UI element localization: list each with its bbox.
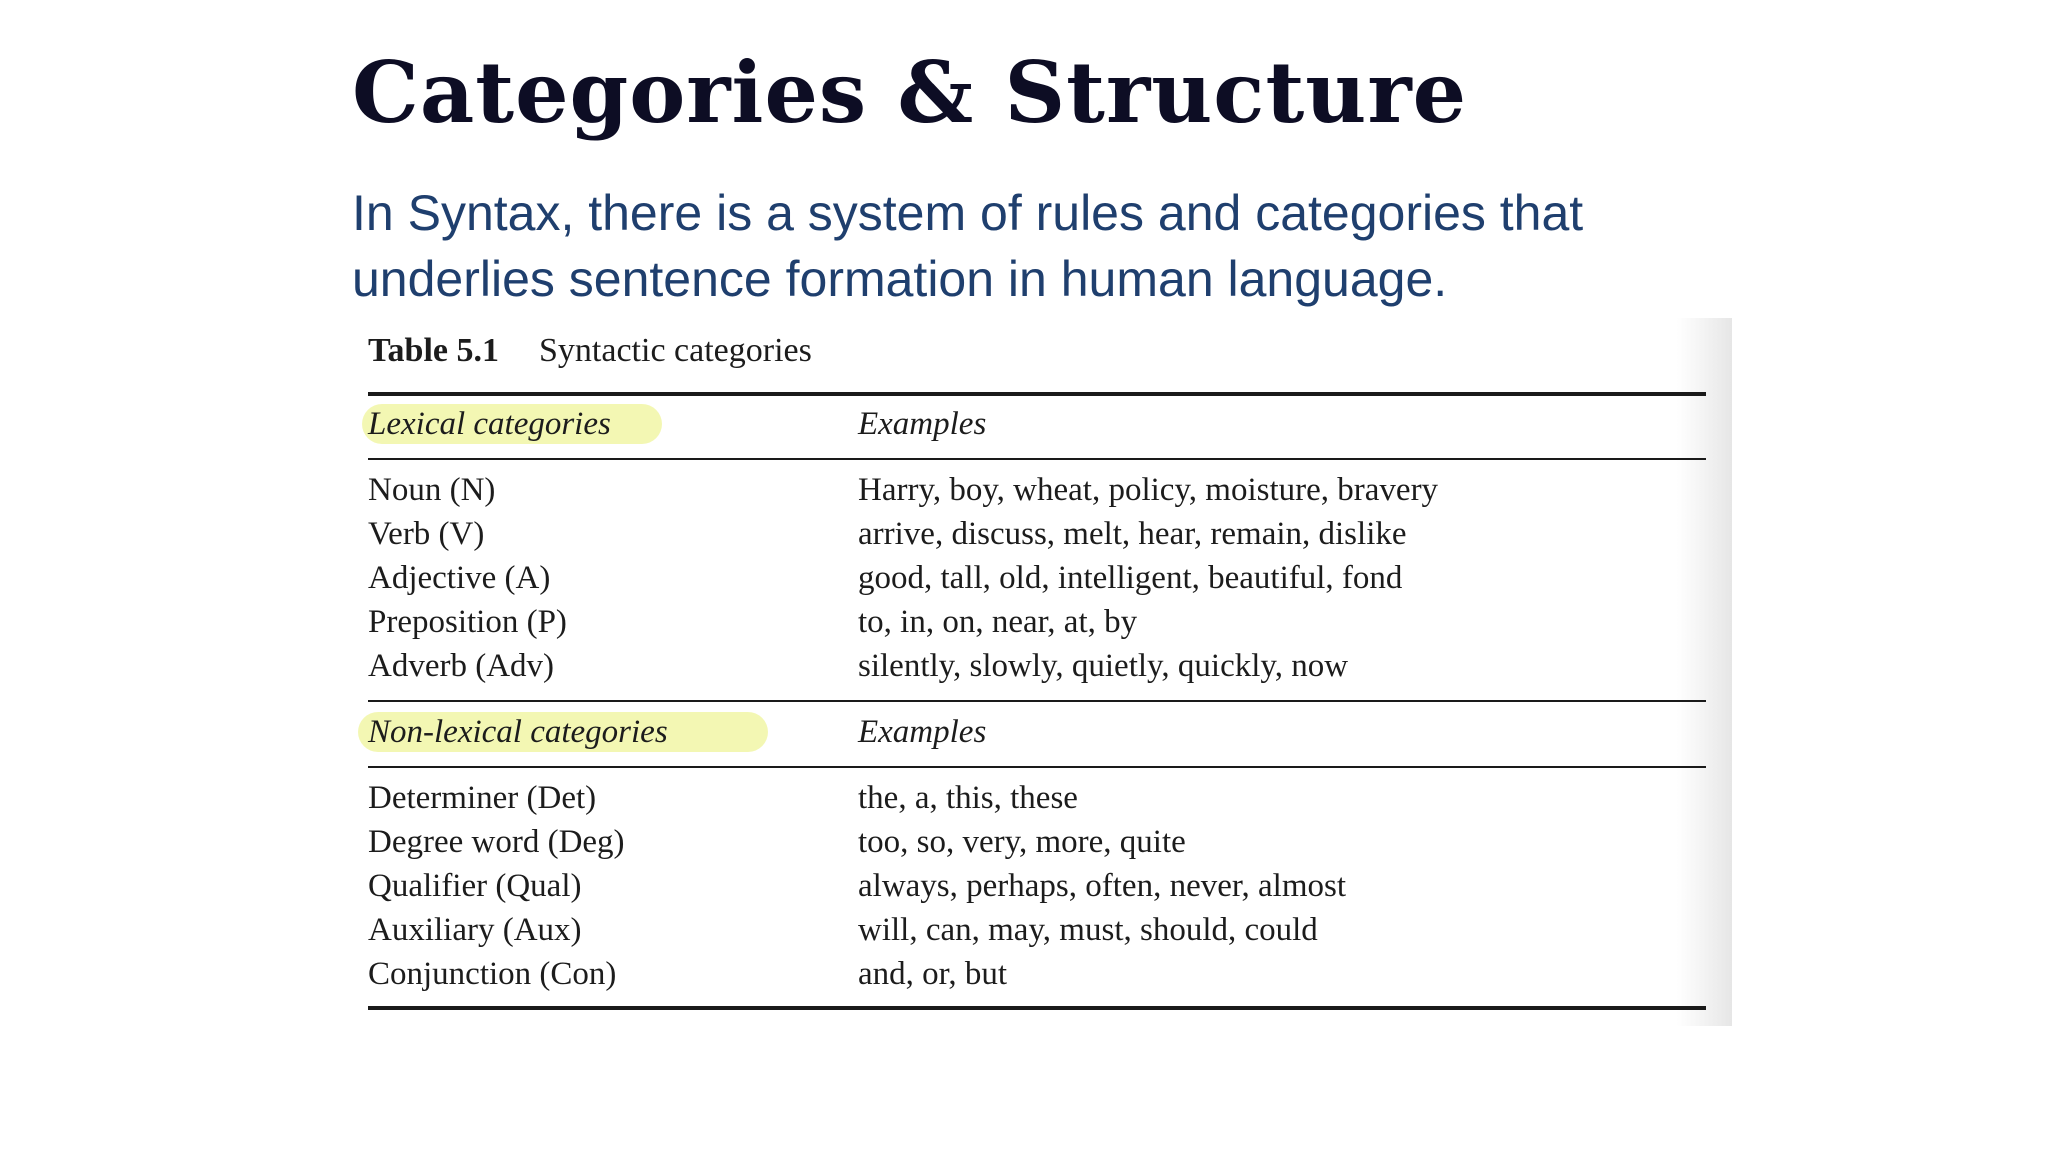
examples-cell: Harry, boy, wheat, policy, moisture, bravery — [858, 472, 1439, 508]
table-row — [352, 644, 1732, 688]
examples-cell: always, perhaps, often, never, almost — [858, 868, 1347, 904]
examples-cell: arrive, discuss, melt, hear, remain, dislike — [858, 516, 1407, 552]
category-cell: Noun (N) — [368, 472, 496, 508]
table-caption — [368, 332, 812, 370]
examples-cell: and, or, but — [858, 956, 1007, 992]
category-cell: Verb (V) — [368, 516, 485, 552]
category-cell: Determiner (Det) — [368, 780, 597, 816]
table-row — [352, 908, 1732, 952]
lexical-rows — [352, 468, 1732, 688]
non-lexical-section-header — [352, 708, 1732, 758]
slide-title: Categories & Structure — [352, 43, 1468, 142]
lexical-section-header — [352, 400, 1732, 450]
table-row — [352, 512, 1732, 556]
table-bottom-rule — [368, 1006, 1706, 1010]
table-row — [352, 600, 1732, 644]
category-cell: Degree word (Deg) — [368, 824, 625, 860]
category-cell: Qualifier (Qual) — [368, 868, 582, 904]
table-row — [352, 952, 1732, 996]
table-row — [352, 556, 1732, 600]
examples-cell: the, a, this, these — [858, 780, 1078, 816]
table-row — [352, 864, 1732, 908]
category-cell: Auxiliary (Aux) — [368, 912, 582, 948]
table-caption-text: Syntactic categories — [539, 332, 812, 369]
examples-cell: to, in, on, near, at, by — [858, 604, 1138, 640]
category-cell: Adverb (Adv) — [368, 648, 555, 684]
table-row — [352, 776, 1732, 820]
section-rule — [368, 700, 1706, 702]
table-row — [352, 468, 1732, 512]
examples-cell: will, can, may, must, should, could — [858, 912, 1318, 948]
examples-cell: too, so, very, more, quite — [858, 824, 1186, 860]
table-number: Table 5.1 — [368, 332, 500, 369]
examples-cell: silently, slowly, quietly, quickly, now — [858, 648, 1349, 684]
examples-cell: good, tall, old, intelligent, beautiful, fond — [858, 560, 1403, 596]
category-cell: Conjunction (Con) — [368, 956, 617, 992]
non-lexical-header-label: Non-lexical categories — [368, 714, 668, 750]
category-cell: Preposition (P) — [368, 604, 567, 640]
lexical-header-label: Lexical categories — [368, 406, 611, 442]
section-rule — [368, 766, 1706, 768]
table-top-rule — [368, 392, 1706, 396]
syntactic-categories-table — [352, 318, 1732, 1026]
section-rule — [368, 458, 1706, 460]
lexical-examples-header: Examples — [858, 406, 987, 442]
slide-body-text: In Syntax, there is a system of rules and categories that underlies sentence formation in human language. — [352, 185, 1584, 307]
category-cell: Adjective (A) — [368, 560, 551, 596]
non-lexical-examples-header: Examples — [858, 714, 987, 750]
non-lexical-rows — [352, 776, 1732, 996]
table-row — [352, 820, 1732, 864]
